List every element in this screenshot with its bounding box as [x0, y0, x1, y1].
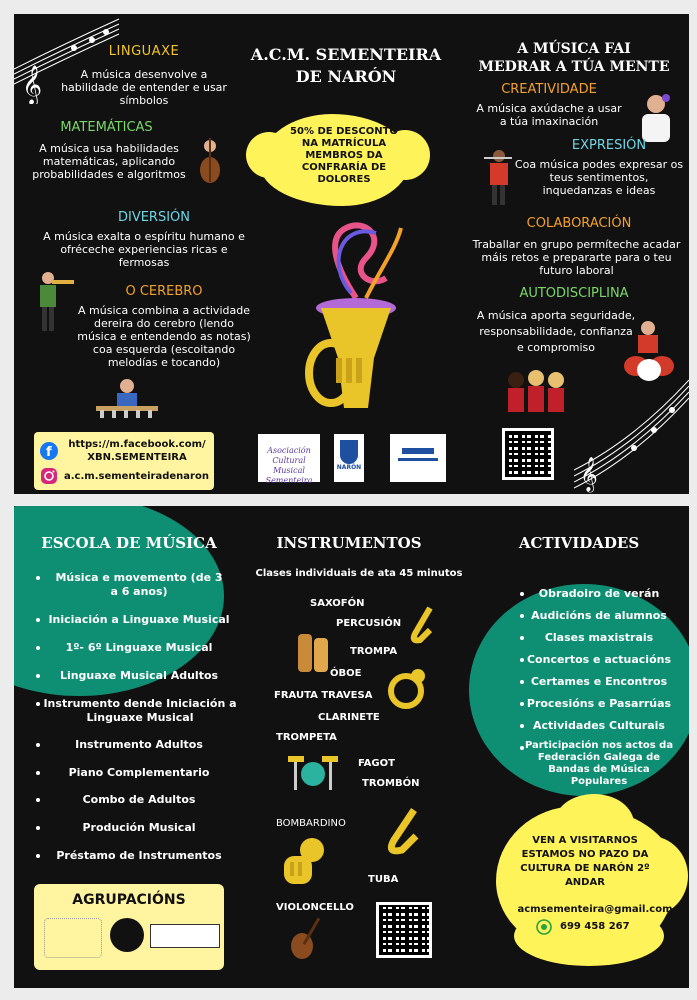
escola-title: ESCOLA DE MÚSICA: [41, 534, 217, 552]
bullet: [36, 576, 40, 580]
percussion-icon: [296, 630, 330, 676]
bullet: [36, 798, 40, 802]
cello-icon: [284, 914, 328, 962]
right-title: [464, 40, 684, 76]
escola-item: Iniciación a Linguaxe Musical: [48, 613, 230, 626]
escola-item: Préstamo de Instrumentos: [56, 849, 222, 862]
escola-item: Piano Complementario: [68, 766, 210, 779]
actividade-item: Participación nos actos da Federación Galega de Bandas de Música Populares: [524, 740, 674, 787]
instrument-label: TUBA: [368, 874, 399, 885]
french-horn-icon: [386, 666, 426, 716]
instagram-link[interactable]: a.c.m.sementeiradenaron: [64, 471, 209, 482]
actividade-item: Clases maxistrais: [544, 631, 654, 644]
visit-cloud-lobe: [514, 906, 664, 966]
section-text-cerebro: A música combina a actividade dereira do cerebro (lendo música e entendendo as notas) coa esquerda (escoitando melodías e tocando): [77, 304, 251, 369]
instrumentos-title: INSTRUMENTOS: [276, 534, 422, 552]
section-text-creatividade: A música axúdache a usar a túa imaxinación: [476, 102, 622, 128]
section-text-expresion: Coa música podes expresar os teus sentimentos, inquedanzas e ideas: [514, 158, 684, 197]
logo-agrupacion-2: [110, 918, 144, 952]
instagram-icon[interactable]: [40, 467, 58, 485]
tuba-icon: [296, 208, 416, 428]
thinking-person-icon: [636, 92, 678, 144]
bullet: [36, 646, 40, 650]
svg-text:f: f: [46, 445, 52, 460]
instrument-label: TROMPETA: [276, 732, 337, 743]
instrumentos-subtitle: Clases individuais de ata 45 minutos: [255, 568, 463, 579]
escola-item: Produción Musical: [82, 821, 196, 834]
actividade-item: Audicións de alumnos: [531, 609, 667, 622]
phone-number[interactable]: 699 458 267: [560, 921, 630, 932]
section-title-autodisciplina: AUTODISCIPLINA: [519, 286, 629, 301]
escola-item: Linguaxe Musical Adultos: [59, 669, 219, 682]
escola-item: Combo de Adultos: [82, 793, 196, 806]
visit-text: VEN A VISITARNOS ESTAMOS NO PAZO DA CULTURA DE NARÓN 2º ANDAR: [520, 835, 650, 888]
actividade-item: Actividades Culturais: [533, 719, 665, 732]
xylophone-player-icon: [92, 376, 162, 420]
instrument-label: ÓBOE: [330, 668, 362, 679]
agrupacions-title: AGRUPACIÓNS: [72, 892, 186, 908]
tuba-small-icon: [276, 836, 328, 894]
bullet: [36, 771, 40, 775]
bullet: [36, 702, 40, 706]
whatsapp-icon[interactable]: [536, 919, 552, 935]
instrument-label: TROMBÓN: [362, 778, 420, 789]
bullet: [36, 743, 40, 747]
bottom-panel: [14, 506, 689, 988]
escola-item: Instrumento Adultos: [75, 738, 203, 751]
logo-banda-infantil: [150, 924, 220, 948]
musical-notes-icon: [574, 378, 689, 494]
section-title-matematicas: MATEMÁTICAS: [60, 120, 153, 135]
actividade-item: Concertos e actuacións: [526, 653, 672, 666]
facebook-icon[interactable]: [40, 442, 58, 460]
qr-code-icon[interactable]: [376, 902, 432, 958]
escola-item: Instrumento dende Iniciación a Linguaxe Musical: [43, 697, 237, 724]
escola-item: Música e movemento (de 3 a 6 anos): [55, 571, 223, 598]
actividade-item: Procesións e Pasarrúas: [526, 697, 672, 710]
discount-text: 50% DE DESCONTO NA MATRÍCULA MEMBROS DA CONFRARÍA DE DOLORES: [290, 126, 398, 185]
section-title-linguaxe: LINGUAXE: [108, 44, 180, 59]
choir-icon: [504, 368, 568, 414]
saxophone-icon: [402, 604, 438, 644]
instrument-label: VIOLONCELLO: [276, 902, 354, 913]
top-panel: [14, 14, 689, 494]
org-title: [246, 44, 446, 88]
section-text-matematicas: A música usa habilidades matemáticas, aplicando probabilidades e algoritmos: [32, 142, 186, 181]
saxophone-icon: [370, 806, 424, 858]
org-title-line1: A.C.M. SEMENTEIRA: [250, 45, 442, 64]
svg-text:𝄞: 𝄞: [580, 457, 598, 492]
agrupacions-box: [34, 884, 224, 970]
logo-agrupacion-1: [44, 918, 102, 958]
logo-asociacion-cultural: Asociación Cultural Musical Sementeira: [258, 434, 320, 482]
instrument-label: BOMBARDINO: [276, 818, 346, 829]
right-title-line2: MEDRAR A TÚA MENTE: [478, 59, 670, 75]
instrument-label: FAGOT: [358, 758, 395, 769]
facebook-link[interactable]: https://m.facebook.com/ XBN.SEMENTEIRA: [68, 439, 206, 463]
actividade-item: Obradoiro de verán: [538, 587, 660, 600]
instrument-label: SAXOFÓN: [310, 598, 365, 609]
bullet: [36, 826, 40, 830]
section-title-diversion: DIVERSIÓN: [117, 210, 191, 225]
email-link[interactable]: acmsementeira@gmail.com: [517, 904, 673, 915]
trumpet-player-icon: [32, 270, 76, 334]
right-title-line1: A MÚSICA FAI: [517, 41, 631, 57]
instrument-label: CLARINETE: [318, 712, 380, 723]
qr-code-icon[interactable]: [502, 428, 554, 480]
drum-kit-icon: [286, 746, 340, 792]
escola-item: 1º- 6º Linguaxe Musical: [65, 641, 213, 654]
logo-concello-naron: NARÓN: [334, 434, 364, 482]
svg-text:𝄞: 𝄞: [22, 65, 43, 104]
section-text-autodisciplina: A música aporta seguridade, responsabilidade, confianza e compromiso: [476, 309, 636, 354]
bullet: [36, 674, 40, 678]
section-title-creatividade: CREATIVIDADE: [501, 82, 597, 97]
instrument-label: FRAUTA TRAVESA: [274, 690, 373, 701]
instrument-label: TROMPA: [350, 646, 398, 657]
section-title-expresion: EXPRESIÓN: [571, 138, 647, 153]
flute-player-icon: [484, 148, 514, 208]
logo-pazo-cultura: [390, 434, 446, 482]
cellist-icon: [192, 136, 228, 186]
actividades-title: ACTIVIDADES: [518, 534, 640, 552]
bullet: [36, 618, 40, 622]
section-title-colaboracion: COLABORACIÓN: [526, 216, 632, 231]
bullet: [36, 854, 40, 858]
actividade-item: Certames e Encontros: [530, 675, 668, 688]
section-title-cerebro: O CEREBRO: [125, 284, 203, 299]
drummer-icon: [620, 318, 676, 382]
section-text-linguaxe: A música desenvolve a habilidade de entender e usar símbolos: [61, 68, 227, 107]
instrument-label: PERCUSIÓN: [336, 618, 402, 629]
section-text-diversion: A música exalta o espíritu humano e ofréceche experiencias ricas e fermosas: [43, 230, 245, 269]
org-title-line2: DE NARÓN: [295, 67, 397, 86]
section-text-colaboracion: Traballar en grupo permíteche acadar máis retos e prepararte para o teu futuro laboral: [472, 238, 681, 277]
